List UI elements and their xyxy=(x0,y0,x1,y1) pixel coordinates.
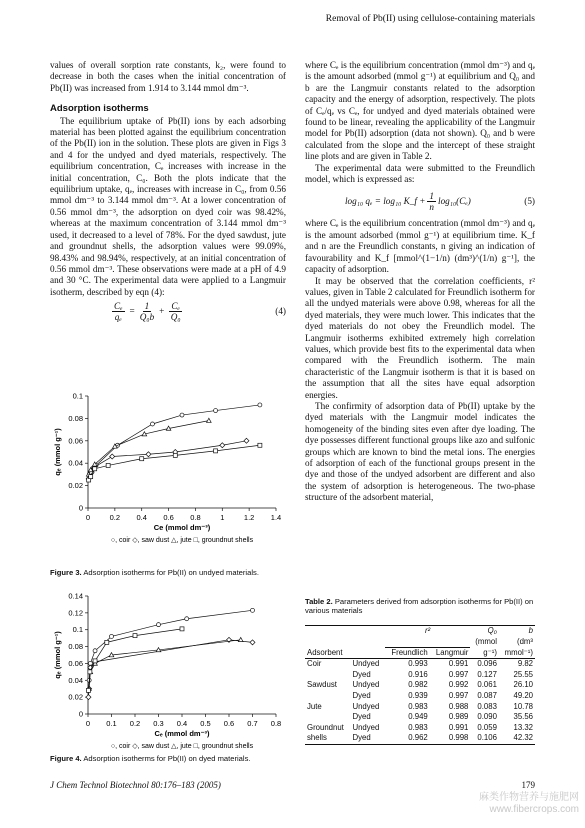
data-point-coir xyxy=(150,422,154,426)
x-tick-label: 0.2 xyxy=(129,719,141,728)
table-cell-langmuir: 0.991 xyxy=(448,722,469,732)
table-cell-q0: 0.083 xyxy=(477,701,497,711)
y-tick-label: 0.1 xyxy=(72,625,83,635)
data-point-groundnut-shells xyxy=(93,659,97,663)
table-cell-adsorbent xyxy=(305,712,350,723)
table-cell-state: Dyed xyxy=(352,733,371,743)
journal-citation: J Chem Technol Biotechnol 80:176–183 (2005) xyxy=(50,780,221,790)
figure-3-caption: Figure 3. Adsorption isotherms for Pb(II) on undyed materials. xyxy=(50,568,259,577)
y-tick-label: 0.04 xyxy=(68,458,83,468)
equation-number: (4) xyxy=(275,305,286,316)
page-number: 179 xyxy=(521,780,535,790)
data-point-jute xyxy=(238,637,243,641)
table-cell-freundlich: 0.983 xyxy=(408,701,428,711)
series-line-coir xyxy=(89,610,252,680)
data-point-coir xyxy=(185,617,189,621)
x-tick-label: 1.4 xyxy=(270,513,282,522)
y-tick-label: 0 xyxy=(78,503,83,513)
table-cell-langmuir: 0.992 xyxy=(448,680,469,690)
y-tick-label: 0.06 xyxy=(68,436,83,446)
table-cell-state: Dyed xyxy=(352,691,371,701)
table-cell-adsorbent: Coir xyxy=(307,659,322,669)
x-tick-label: 0.4 xyxy=(136,513,147,522)
table-cell-b: 25.55 xyxy=(513,669,533,679)
data-point-coir xyxy=(110,634,114,638)
data-point-groundnut-shells xyxy=(180,627,184,631)
table-row xyxy=(305,702,535,713)
figure-4-chart xyxy=(50,588,286,752)
table-cell-b: 26.10 xyxy=(513,680,533,690)
equation-5: log₁₀ qₑ = log₁₀ K_f + $\frac{1}{n}$ log₁₀(Cₑ) (5) xyxy=(345,191,535,213)
table-row xyxy=(305,733,535,744)
table-cell-b: 9.82 xyxy=(517,659,533,669)
x-tick-label: 0.5 xyxy=(200,719,211,728)
y-tick-label: 0.02 xyxy=(68,692,83,702)
data-point-groundnut-shells xyxy=(258,443,262,447)
series-line-jute xyxy=(89,640,241,689)
table-cell-state: Undyed xyxy=(352,680,380,690)
x-tick-label: 0.6 xyxy=(223,719,235,728)
data-point-saw-dust xyxy=(220,443,225,448)
data-point-saw-dust xyxy=(110,454,115,459)
paragraph: The equilibrium uptake of Pb(II) ions by each adsorbing material has been plotted against the equilibrium concentration of the Pb(II) ion in the solution. These plots are given in Figs 3 and 4 for the undyed and dyed materials, respectively. The equilibrium concentration, Cₑ increases with increase in the initial concentration, C₀. Both the plots indicate that the equilibrium uptake, qₑ, increases with increase in C₀, from 0.56 mmol dm⁻³ to 3.144 mmol dm⁻³. At a lower concentration of 0.56 mmol dm⁻³, the adsorption on dyed coir was 98.42%, whereas at the maximum concentration of 3.144 mmol dm⁻³ used, it decreased to a level of 78%. For the dyed sawdust, jute and groundnut shells, the adsorption values were 99.09%, 98.43% and 98.94%, respectively, at an initial concentration of 0.56 mmol dm⁻³. These observations were made at a pH of 4.9 and 30 °C. The experimental data were applied to a Langmuir isotherm, described by eqn (4): xyxy=(50,115,286,297)
table-cell-freundlich: 0.949 xyxy=(408,712,428,722)
y-tick-label: 0.04 xyxy=(68,675,83,685)
x-tick-label: 0 xyxy=(85,513,91,522)
x-tick-label: 0.4 xyxy=(176,719,188,728)
paragraph: values of overall sorption rate constants, k₂, were found to decrease in both the cases when the initial concentration of Pb(II) was increased from 1.914 to 3.144 mmol dm⁻³. xyxy=(50,60,286,93)
data-point-groundnut-shells xyxy=(88,670,92,674)
x-tick-label: 0.7 xyxy=(247,719,258,728)
running-header: Removal of Pb(II) using cellulose-containing materials xyxy=(325,14,535,24)
data-point-saw-dust xyxy=(244,438,249,443)
table-cell-q0: 0.127 xyxy=(477,669,497,679)
table-cell-freundlich: 0.983 xyxy=(408,722,428,732)
table-cell-freundlich: 0.939 xyxy=(408,691,428,701)
table-row xyxy=(305,723,535,734)
section-title: Adsorption isotherms xyxy=(50,103,149,115)
table-cell-freundlich: 0.962 xyxy=(408,733,428,743)
y-tick-label: 0.02 xyxy=(68,481,83,491)
table-row xyxy=(305,670,535,681)
table-cell-adsorbent: Groundnut xyxy=(307,722,344,732)
x-tick-label: 0.8 xyxy=(270,719,282,728)
table-cell-q0: 0.061 xyxy=(477,680,497,690)
data-point-groundnut-shells xyxy=(89,475,93,479)
table-cell-b: 10.78 xyxy=(513,701,533,711)
data-point-groundnut-shells xyxy=(173,453,177,457)
data-point-groundnut-shells xyxy=(214,449,218,453)
table-cell-adsorbent: shells xyxy=(307,733,327,743)
data-point-groundnut-shells xyxy=(133,634,137,638)
table-cell-langmuir: 0.991 xyxy=(448,659,469,669)
table-row xyxy=(305,712,535,723)
right-column xyxy=(305,60,535,504)
table-cell-state: Dyed xyxy=(352,669,371,679)
table-cell-langmuir: 0.989 xyxy=(448,712,469,722)
table-cell-b: 13.32 xyxy=(513,722,533,732)
paragraph: It may be observed that the correlation coefficients, r² values, given in Table 2 calculated for Freundlich isotherm for all the undyed materials were above 0.98, whereas for all the dyed materials, they were much lower. This indicates that the dyed materials do not obey the Freundlich model. The Langmuir isotherms exhibited extremely high correlation values, which provide best fits to the experimental data when compared with the Freundlich isotherm. The main characteristic of the Langmuir isotherm is that it is based on the assumption that all the sites have equal adsorption energies. xyxy=(305,275,535,400)
y-tick-label: 0.1 xyxy=(72,391,83,401)
table-cell-b: 35.56 xyxy=(513,712,533,722)
table-cell-freundlich: 0.993 xyxy=(408,659,428,669)
table-cell-state: Undyed xyxy=(352,722,380,732)
table-cell-langmuir: 0.997 xyxy=(448,691,469,701)
table-cell-langmuir: 0.998 xyxy=(448,733,469,743)
table-cell-q0: 0.090 xyxy=(477,712,497,722)
data-point-coir xyxy=(251,608,255,612)
table-2-caption: Table 2. Parameters derived from adsorption isotherms for Pb(II) on various materials xyxy=(305,597,534,616)
table-cell-b: 49.20 xyxy=(513,691,533,701)
paragraph: where Cₑ is the equilibrium concentration (mmol dm⁻³) and qₑ is the amount adsorbed (mmol g⁻¹) at equilibrium and Q₀ and b are the Langmuir constants related to the adsorption capacity and the energy of adsorption, respectively. The plots of Cₑ/qₑ vs Cₑ, for undyed and dyed materials obtained were found to be linear, revealing the applicability of the Langmuir model for Pb(II) adsorption (data not shown). Q₀ and b were calculated from the slope and the intercept of these straight line plots and are given in Table 2. xyxy=(305,60,535,162)
table-cell-state: Undyed xyxy=(352,659,380,669)
table-row xyxy=(305,691,535,702)
data-point-saw-dust xyxy=(146,452,151,457)
data-point-saw-dust xyxy=(250,640,255,645)
y-tick-label: 0.08 xyxy=(68,642,83,652)
table-cell-b: 42.32 xyxy=(513,733,533,743)
equation-4: $\frac{\text{Cₑ}}{\text{qₑ}}$ = $\frac{1}{\text{Q₀b}}$ + $\frac{\text{Cₑ}}{\text{Q₀}}$ (4) xyxy=(114,301,286,323)
x-tick-label: 0.2 xyxy=(109,513,121,522)
data-point-groundnut-shells xyxy=(105,640,109,644)
x-tick-label: 0.6 xyxy=(163,513,174,522)
data-point-groundnut-shells xyxy=(93,467,97,471)
x-axis-label: Ce (mmol dm⁻³) xyxy=(153,523,211,532)
table-row xyxy=(305,680,535,691)
table-2: r² Q₀ b (mmol (dm³ Adsorbent Freundlich Langmuir g⁻¹) mmol⁻¹) Coir Undyed 0.993 0.991 0.096 9.82 Dyed 0.916 0.997 0.127 25.55 Sawdust Undyed 0.982 0.992 0.061 26.10 Dyed 0.939 0.997 0.087 49.20 Jute Undyed 0.983 0.988 0.083 10.78 Dyed 0.949 0.989 0.090 35.56 Groundnut Undyed 0.983 0.991 0.059 13.32 shells Dyed 0.962 0.998 0.106 42.32 xyxy=(305,625,535,745)
data-point-coir xyxy=(93,649,97,653)
x-tick-label: 1 xyxy=(220,513,225,522)
data-point-coir xyxy=(214,409,218,413)
figure-4-caption: Figure 4. Adsorption isotherms for Pb(II) on dyed materials. xyxy=(50,754,251,763)
data-point-groundnut-shells xyxy=(140,457,144,461)
paragraph: The experimental data were submitted to the Freundlich model, which is expressed as: xyxy=(305,162,535,185)
table-cell-langmuir: 0.997 xyxy=(448,669,469,679)
data-point-jute xyxy=(207,418,212,422)
x-tick-label: 1.2 xyxy=(243,513,255,522)
data-point-saw-dust xyxy=(86,695,91,700)
left-column xyxy=(50,60,286,325)
y-axis-label: qₑ (mmol g⁻¹) xyxy=(53,428,62,476)
x-tick-label: 0 xyxy=(85,719,91,728)
table-cell-q0: 0.059 xyxy=(477,722,497,732)
table-cell-adsorbent: Jute xyxy=(307,701,322,711)
x-axis-label: Cₑ (mmol dm⁻³) xyxy=(154,729,210,738)
table-cell-q0: 0.087 xyxy=(477,691,497,701)
data-point-groundnut-shells xyxy=(106,463,110,467)
paragraph: The confirmity of adsorption data of Pb(II) uptake by the dyed materials with the Langmuir model indicates the homogeneity of the binding sites even after dye loading. The dye possesses different functional groups like azo and sulfonic groups which are known to bind the metal ions. The energies of adsorption of each of the functional groups present in the dye and those of the undyed adsorbent are different and also the system of adsorption is heterogeneous. The two-phase structure of the adsorbent material, xyxy=(305,400,535,503)
data-point-coir xyxy=(258,403,262,407)
table-cell-adsorbent: Sawdust xyxy=(307,680,337,690)
table-row xyxy=(305,659,535,670)
watermark: 麻类作物营养与施肥网 www.fibercrops.com xyxy=(479,792,579,815)
table-cell-state: Dyed xyxy=(352,712,371,722)
y-tick-label: 0.12 xyxy=(68,608,83,618)
equation-number: (5) xyxy=(524,196,535,207)
legend: ○, coir ◇, saw dust △, jute □, groundnut shells xyxy=(110,743,254,750)
table-cell-adsorbent xyxy=(305,691,350,702)
table-cell-state: Undyed xyxy=(352,701,380,711)
y-tick-label: 0.08 xyxy=(68,413,83,423)
table-cell-freundlich: 0.916 xyxy=(408,669,428,679)
y-tick-label: 0.14 xyxy=(68,591,83,601)
data-point-coir xyxy=(180,413,184,417)
y-tick-label: 0.06 xyxy=(68,658,83,668)
y-tick-label: 0 xyxy=(78,709,83,719)
table-cell-q0: 0.106 xyxy=(477,733,497,743)
paragraph: where Cₑ is the equilibrium concentration (mmol dm⁻³) and qₑ is the amount adsorbed (mmol g⁻¹) at equilibrium time. K_f and n are the Freundlich constants, n giving an indication of favourability and K_f [mmol^(1−1/n) (dm³)^(1/n) g⁻¹], the capacity of adsorption. xyxy=(305,218,535,275)
table-cell-adsorbent xyxy=(305,670,350,681)
x-tick-label: 0.8 xyxy=(190,513,201,522)
y-axis-label: qₑ (mmol g⁻¹) xyxy=(53,631,62,679)
table-cell-q0: 0.096 xyxy=(477,659,497,669)
data-point-groundnut-shells xyxy=(86,688,90,692)
data-point-coir xyxy=(157,623,161,627)
x-tick-label: 0.3 xyxy=(153,719,164,728)
x-tick-label: 0.1 xyxy=(106,719,117,728)
table-cell-freundlich: 0.982 xyxy=(408,680,428,690)
table-cell-langmuir: 0.988 xyxy=(448,701,469,711)
legend: ○, coir ◇, saw dust △, jute □, groundnut shells xyxy=(110,537,254,544)
figure-3-chart xyxy=(50,388,286,546)
